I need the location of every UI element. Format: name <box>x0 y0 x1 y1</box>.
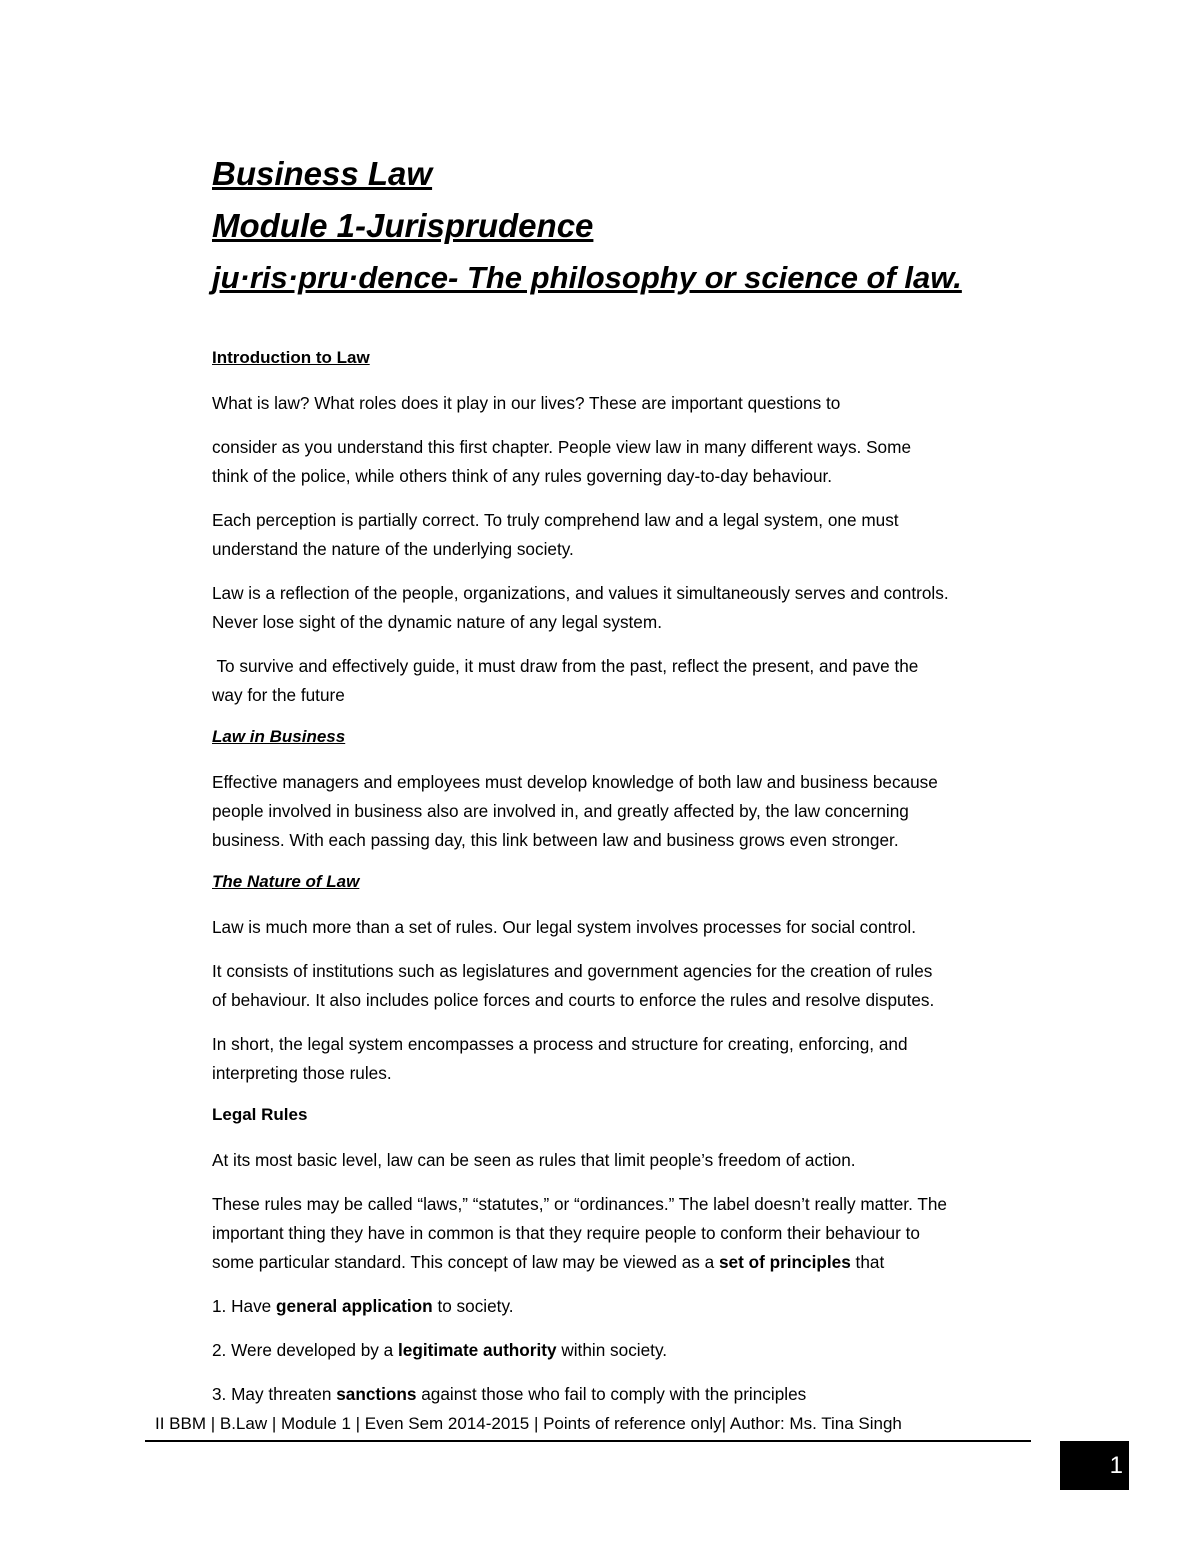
page-number: 1 <box>1060 1441 1129 1490</box>
rules-heading: Legal Rules <box>212 1105 308 1124</box>
intro-paragraph-5: To survive and effectively guide, it must draw from the past, reflect the present, and pave the way for the future <box>212 656 919 705</box>
module-title: Module 1-Jurisprudence <box>212 207 594 244</box>
principle-item: 1. Have general application to society. <box>212 1296 514 1316</box>
set-of-principles-term: set of principles <box>718 1252 851 1272</box>
definition-title: ju·ris·pru·dence- The philosophy or science of law. <box>212 260 962 295</box>
nature-paragraph-2: It consists of institutions such as legislatures and government agencies for the creation of rules of behaviour. It also includes police forces and courts to enforce the rules and resolve disputes. <box>212 961 935 1010</box>
nature-paragraph-1: Law is much more than a set of rules. Our legal system involves processes for social control. <box>212 917 917 937</box>
nature-heading: The Nature of Law <box>212 872 360 891</box>
intro-paragraph-4: Law is a reflection of the people, organizations, and values it simultaneously serves and controls. Never lose sight of the dynamic nature of any legal system. <box>212 583 949 632</box>
footer-rule <box>145 1440 1031 1442</box>
nature-paragraph-3: In short, the legal system encompasses a process and structure for creating, enforcing, and interpreting those rules. <box>212 1034 908 1083</box>
intro-paragraph-3: Each perception is partially correct. To truly comprehend law and a legal system, one must understand the nature of the underlying society. <box>212 510 899 559</box>
document-title: Business Law <box>212 155 433 192</box>
rules-paragraph-1: At its most basic level, law can be seen as rules that limit people’s freedom of action. <box>212 1150 856 1170</box>
business-heading: Law in Business <box>212 727 346 746</box>
principle-item: 2. Were developed by a legitimate authority within society. <box>212 1340 668 1360</box>
page-content <box>212 148 1072 1409</box>
page-footer: II BBM | B.Law | Module 1 | Even Sem 2014-2015 | Points of reference only| Author: Ms. Tina Singh <box>155 1414 902 1433</box>
rules-paragraph-2: These rules may be called “laws,” “statutes,” or “ordinances.” The label doesn’t really matter. The important thing they have in common is that they require people to conform their behaviour to some particular standard. This concept of law may be viewed as a set of principles that <box>212 1194 947 1272</box>
principle-item: 3. May threaten sanctions against those who fail to comply with the principles <box>212 1384 807 1404</box>
intro-heading: Introduction to Law <box>212 348 370 367</box>
intro-paragraph-2: consider as you understand this first chapter. People view law in many different ways. Some think of the police, while others think of any rules governing day-to-day behaviour. <box>212 437 911 486</box>
business-paragraph: Effective managers and employees must develop knowledge of both law and business because people involved in business also are involved in, and greatly affected by, the law concerning business. With each passing day, this link between law and business grows even stronger. <box>212 772 938 850</box>
intro-paragraph-1: What is law? What roles does it play in our lives? These are important questions to <box>212 393 841 413</box>
